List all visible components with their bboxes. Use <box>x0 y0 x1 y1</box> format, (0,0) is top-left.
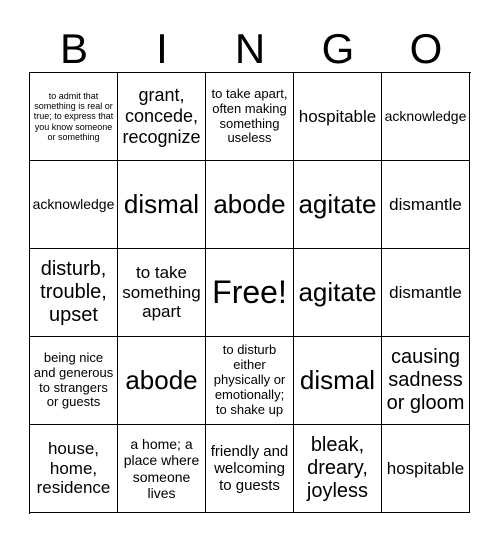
bingo-cell: dismantle <box>382 161 470 249</box>
bingo-cell: agitate <box>294 249 382 337</box>
bingo-cell: dismal <box>294 337 382 425</box>
bingo-cell: abode <box>118 337 206 425</box>
bingo-header <box>30 24 470 74</box>
header-letter-i: I <box>156 25 168 72</box>
bingo-cell: to admit that something is real or true; to express that you know someone or something <box>30 73 118 161</box>
bingo-cell: dismal <box>118 161 206 249</box>
bingo-cell: being nice and generous to strangers or guests <box>30 337 118 425</box>
bingo-cell: a home; a place where someone lives <box>118 425 206 513</box>
header-letter-g: G <box>321 25 355 72</box>
free-space-cell: Free! <box>206 249 294 337</box>
bingo-cell: friendly and welcoming to guests <box>206 425 294 513</box>
bingo-cell: house, home, residence <box>30 425 118 513</box>
bingo-cell: agitate <box>294 161 382 249</box>
bingo-cell: to take something apart <box>118 249 206 337</box>
bingo-cell: grant, concede, recognize <box>118 73 206 161</box>
header-letter-b: B <box>59 25 88 72</box>
header-letter-o: O <box>409 25 443 72</box>
bingo-cell: to take apart, often making something useless <box>206 73 294 161</box>
bingo-cell: abode <box>206 161 294 249</box>
bingo-cell: acknowledge <box>382 73 470 161</box>
bingo-cell: hospitable <box>294 73 382 161</box>
bingo-cell: causing sadness or gloom <box>382 337 470 425</box>
bingo-cell: dismantle <box>382 249 470 337</box>
bingo-cell: acknowledge <box>30 161 118 249</box>
bingo-card-grid <box>29 72 471 514</box>
bingo-cell: bleak, dreary, joyless <box>294 425 382 513</box>
header-letter-n: N <box>234 25 266 72</box>
bingo-cell: hospitable <box>382 425 470 513</box>
bingo-cell: to disturb either physically or emotionally; to shake up <box>206 337 294 425</box>
bingo-cell: disturb, trouble, upset <box>30 249 118 337</box>
